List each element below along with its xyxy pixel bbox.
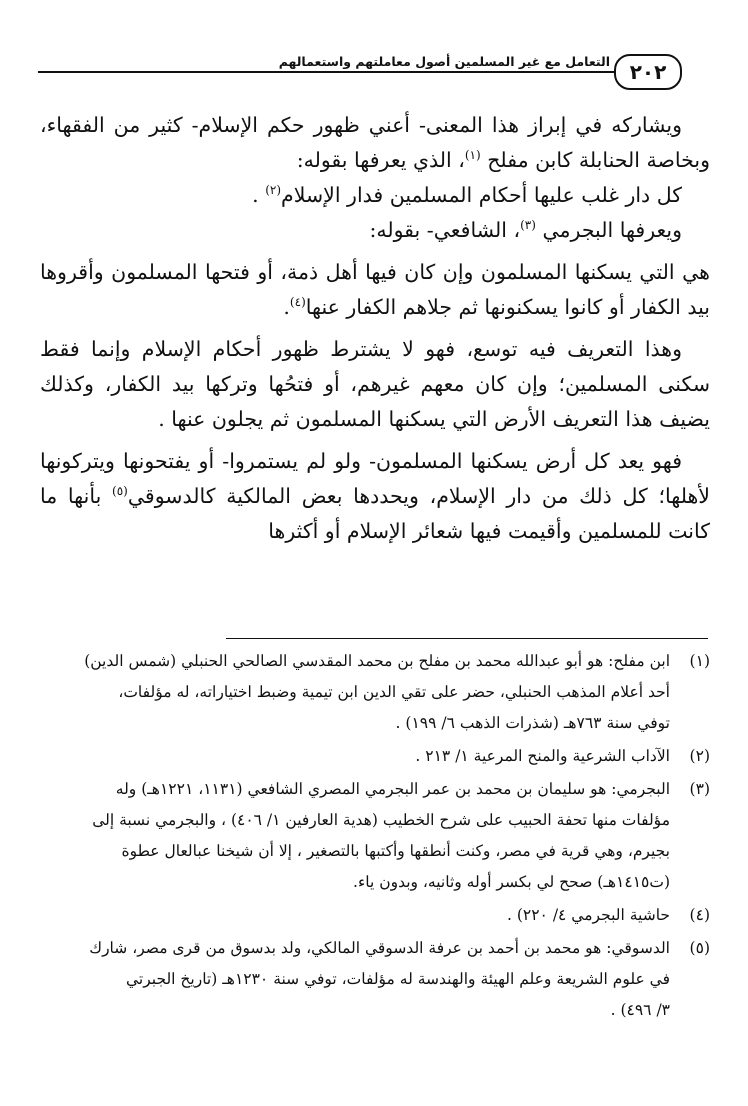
paragraph-text: . (252, 183, 266, 207)
paragraph-3 (40, 213, 710, 248)
paragraph-text: ويعرفها البجرمي (542, 218, 682, 242)
footnote-3 (40, 774, 710, 898)
footnote-ref-3: (٣) (520, 218, 536, 233)
footnote-line: أحد أعلام المذهب الحنبلي، حضر على تقي الدين ابن تيمية وضبط اختياراته، له مؤلفات، (118, 683, 670, 701)
footnote-text (40, 900, 670, 931)
paragraph-6 (40, 444, 710, 549)
footnote-number: (١) (689, 652, 710, 670)
footnote-line: ابن مفلح: هو أبو عبدالله محمد بن مفلح بن محمد المقدسي الصالحي الحنبلي (شمس الدين) (84, 652, 670, 670)
footnote-text (40, 933, 670, 1026)
footnote-line: البجرمي: هو سليمان بن محمد بن عمر البجرمي المصري الشافعي (١١٣١، ١٢٢١هـ) وله (115, 780, 670, 798)
footnote-line: (ت١٤١٥هـ) صحح لي بكسر أوله وثانيه، وبدون ياء. (353, 873, 670, 891)
paragraph-text: كل دار غلب عليها أحكام المسلمين فدار الإسلام (281, 183, 682, 207)
main-text (40, 108, 710, 549)
page-number-badge: ٢٠٢ (614, 54, 682, 90)
paragraph-text: بأنها ما كانت للمسلمين وأقيمت فيها شعائر الإسلام أو أكثرها (40, 484, 710, 543)
quote-definition-2 (40, 255, 710, 325)
paragraph-text: ويشاركه في إبراز هذا المعنى- أعني ظهور حكم الإسلام- كثير من الفقهاء، وبخاصة الحنابلة كابن مفلح (40, 113, 710, 172)
footnote-5 (40, 933, 710, 1026)
footnote-number: (٥) (689, 939, 710, 957)
footnote-1 (40, 646, 710, 739)
page-header (38, 50, 706, 90)
paragraph-text: . (283, 295, 290, 319)
paragraph-text: هي التي يسكنها المسلمون وإن كان فيها أهل ذمة، أو فتحها المسلمون وأقروها بيد الكفار أو كانوا يسكنونها ثم جلاهم الكفار عنها (40, 260, 710, 319)
paragraph-text: فهو يعد كل أرض يسكنها المسلمون- ولو لم يستمروا- أو يفتحونها ويتركونها لأهلها؛ كل ذلك من دار الإسلام، ويحددها بعض المالكية كالدسوقي (40, 449, 710, 508)
footnote-ref-2: (٢) (265, 183, 282, 198)
footnote-line: حاشية البجرمي ٤/ ٢٢٠) . (507, 906, 670, 924)
footnote-line: الدسوقي: هو محمد بن أحمد بن عرفة الدسوقي المالكي، ولد بدسوق من قرى مصر، شارك (89, 939, 670, 957)
footnote-text (40, 774, 670, 898)
footnote-ref-4: (٤) (289, 295, 306, 310)
footnote-2 (40, 741, 710, 772)
paragraph-text: ، الشافعي- بقوله: (369, 218, 521, 242)
footnote-ref-1: (١) (464, 148, 481, 163)
paragraph-1 (40, 108, 710, 178)
footnotes (40, 646, 710, 1028)
header-rule (38, 71, 614, 73)
footnote-ref-5: (٥) (112, 484, 128, 499)
footnote-text (40, 741, 670, 772)
footnote-4 (40, 900, 710, 931)
quote-definition-1 (40, 178, 710, 213)
footnote-line: ٣/ ٤٩٦) . (610, 1001, 670, 1019)
footnote-line: مؤلفات منها تحفة الحبيب على شرح الخطيب (هدية العارفين ١/ ٤٠٦) ، والبجرمي نسبة إلى (92, 811, 670, 829)
paragraph-5: وهذا التعريف فيه توسع، فهو لا يشترط ظهور أحكام الإسلام وإنما فقط سكنى المسلمين؛ وإن كان معهم غيرهم، أو فتحُها وتركها بيد الكفار، وكذلك يضيف هذا التعريف الأرض التي يسكنها المسلمون ثم يجلون عنها . (40, 337, 710, 431)
footnote-number: (٤) (689, 906, 710, 924)
footnote-separator (226, 638, 708, 639)
footnote-number: (٣) (689, 780, 710, 798)
footnote-text (40, 646, 670, 739)
running-title: التعامل مع غير المسلمين أصول معاملتهم واستعمالهم (278, 54, 610, 69)
footnote-line: في علوم الشريعة وعلم الهيئة والهندسة له مؤلفات، توفي سنة ١٢٣٠هـ (تاريخ الجبرتي (125, 970, 670, 988)
footnote-number: (٢) (689, 747, 710, 765)
footnote-line: بجيرم، وهي قرية في مصر، وكنت أنطقها وأكتبها بالتصغير ، إلا أن شيخنا عبالعال عطوة (121, 842, 670, 860)
paragraph-text: ، الذي يعرفها بقوله: (296, 148, 465, 172)
footnote-line: توفي سنة ٧٦٣هـ (شذرات الذهب ٦/ ١٩٩) . (395, 714, 670, 732)
footnote-line: الآداب الشرعية والمنح المرعية ١/ ٢١٣ . (415, 747, 670, 765)
